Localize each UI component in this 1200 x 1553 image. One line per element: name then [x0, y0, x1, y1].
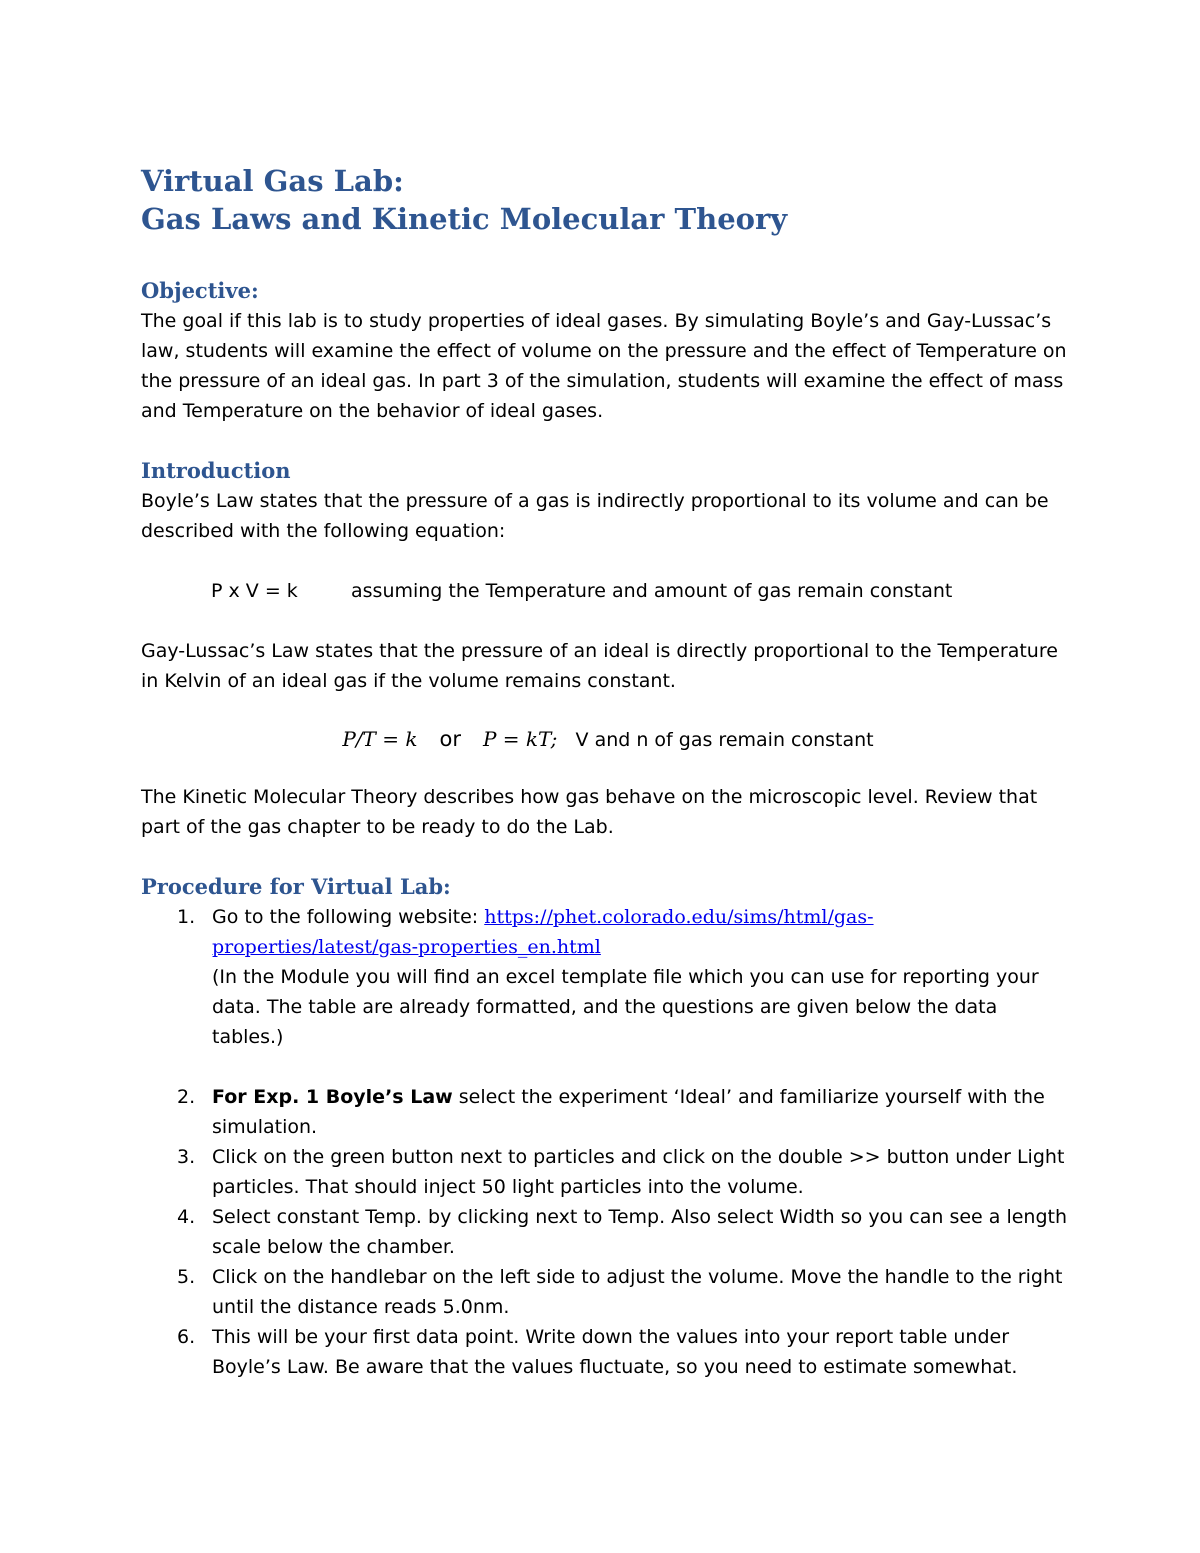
procedure-heading: Procedure for Virtual Lab:	[141, 874, 451, 899]
gay-lussac-condition: V and n of gas remain constant	[575, 729, 874, 751]
step-1-note: (In the Module you will find an excel template file which you can use for reporting your data. The table are already formatted, and the questions are given below the data tables.)	[212, 966, 1039, 1048]
step-number: 2.	[177, 1086, 196, 1108]
list-spacer	[141, 1052, 1071, 1082]
procedure-step-6	[141, 1322, 1071, 1382]
step-number: 1.	[177, 906, 196, 928]
step-number: 4.	[177, 1206, 196, 1228]
step-2-bold-text: For Exp. 1 Boyle’s Law	[212, 1086, 453, 1108]
procedure-steps	[141, 902, 1071, 1382]
objective-heading: Objective:	[141, 278, 259, 303]
step-number: 6.	[177, 1326, 196, 1348]
step-5-text: Click on the handlebar on the left side to adjust the volume. Move the handle to the right until the distance reads 5.0nm.	[212, 1266, 1063, 1318]
objective-text: The goal if this lab is to study properties of ideal gases. By simulating Boyle’s and Gay-Lussac’s law, students will examine the effect of volume on the pressure and the effect of Temperature on the pressure of an ideal gas. In part 3 of the simulation, students will examine the effect of mass and Temperature on the behavior of ideal gases.	[141, 310, 1067, 422]
step-6-text: This will be your first data point. Write down the values into your report table under Boyle’s Law. Be aware that the values fluctuate, so you need to estimate somewhat.	[212, 1326, 1018, 1378]
gay-lussac-equation-1: P/T = k	[342, 727, 418, 751]
boyle-condition: assuming the Temperature and amount of gas remain constant	[351, 580, 953, 602]
introduction-heading: Introduction	[141, 458, 291, 483]
step-4-text: Select constant Temp. by clicking next to Temp. Also select Width so you can see a length scale below the chamber.	[212, 1206, 1067, 1258]
procedure-step-1	[141, 902, 1071, 1052]
boyle-equation-line	[211, 576, 1071, 606]
objective-section	[141, 276, 1071, 426]
step-3-text: Click on the green button next to particles and click on the double >> button under Light particles. That should inject 50 light particles into the volume.	[212, 1146, 1065, 1198]
gay-lussac-law-text: Gay-Lussac’s Law states that the pressure of an ideal is directly proportional to the Temperature in Kelvin of an ideal gas if the volume remains constant.	[141, 640, 1058, 692]
procedure-step-5	[141, 1262, 1071, 1322]
step-number: 5.	[177, 1266, 196, 1288]
procedure-step-4	[141, 1202, 1071, 1262]
phet-simulation-link[interactable]: https://phet.colorado.edu/sims/html/gas-properties/latest/gas-properties_en.html	[212, 906, 874, 958]
boyle-law-text: Boyle’s Law states that the pressure of a gas is indirectly proportional to its volume and can be described with the following equation:	[141, 490, 1049, 542]
document-body	[141, 162, 1071, 1382]
step-2-text: select the experiment ‘Ideal’ and familiarize yourself with the simulation.	[212, 1086, 1045, 1138]
document-title	[141, 162, 1071, 238]
title-line-2: Gas Laws and Kinetic Molecular Theory	[141, 202, 788, 236]
introduction-section	[141, 456, 1071, 842]
gay-lussac-equation-line	[141, 722, 1071, 756]
equation-or: or	[439, 727, 461, 751]
step-1-text: Go to the following website:	[212, 906, 485, 928]
procedure-step-2	[141, 1082, 1071, 1142]
kmt-text: The Kinetic Molecular Theory describes how gas behave on the microscopic level. Review that part of the gas chapter to be ready to do the Lab.	[141, 786, 1038, 838]
title-line-1: Virtual Gas Lab:	[141, 164, 404, 198]
boyle-equation: P x V = k	[211, 580, 298, 602]
procedure-section	[141, 872, 1071, 1382]
procedure-step-3	[141, 1142, 1071, 1202]
gay-lussac-equation-2: P = kT;	[482, 727, 558, 751]
step-number: 3.	[177, 1146, 196, 1168]
